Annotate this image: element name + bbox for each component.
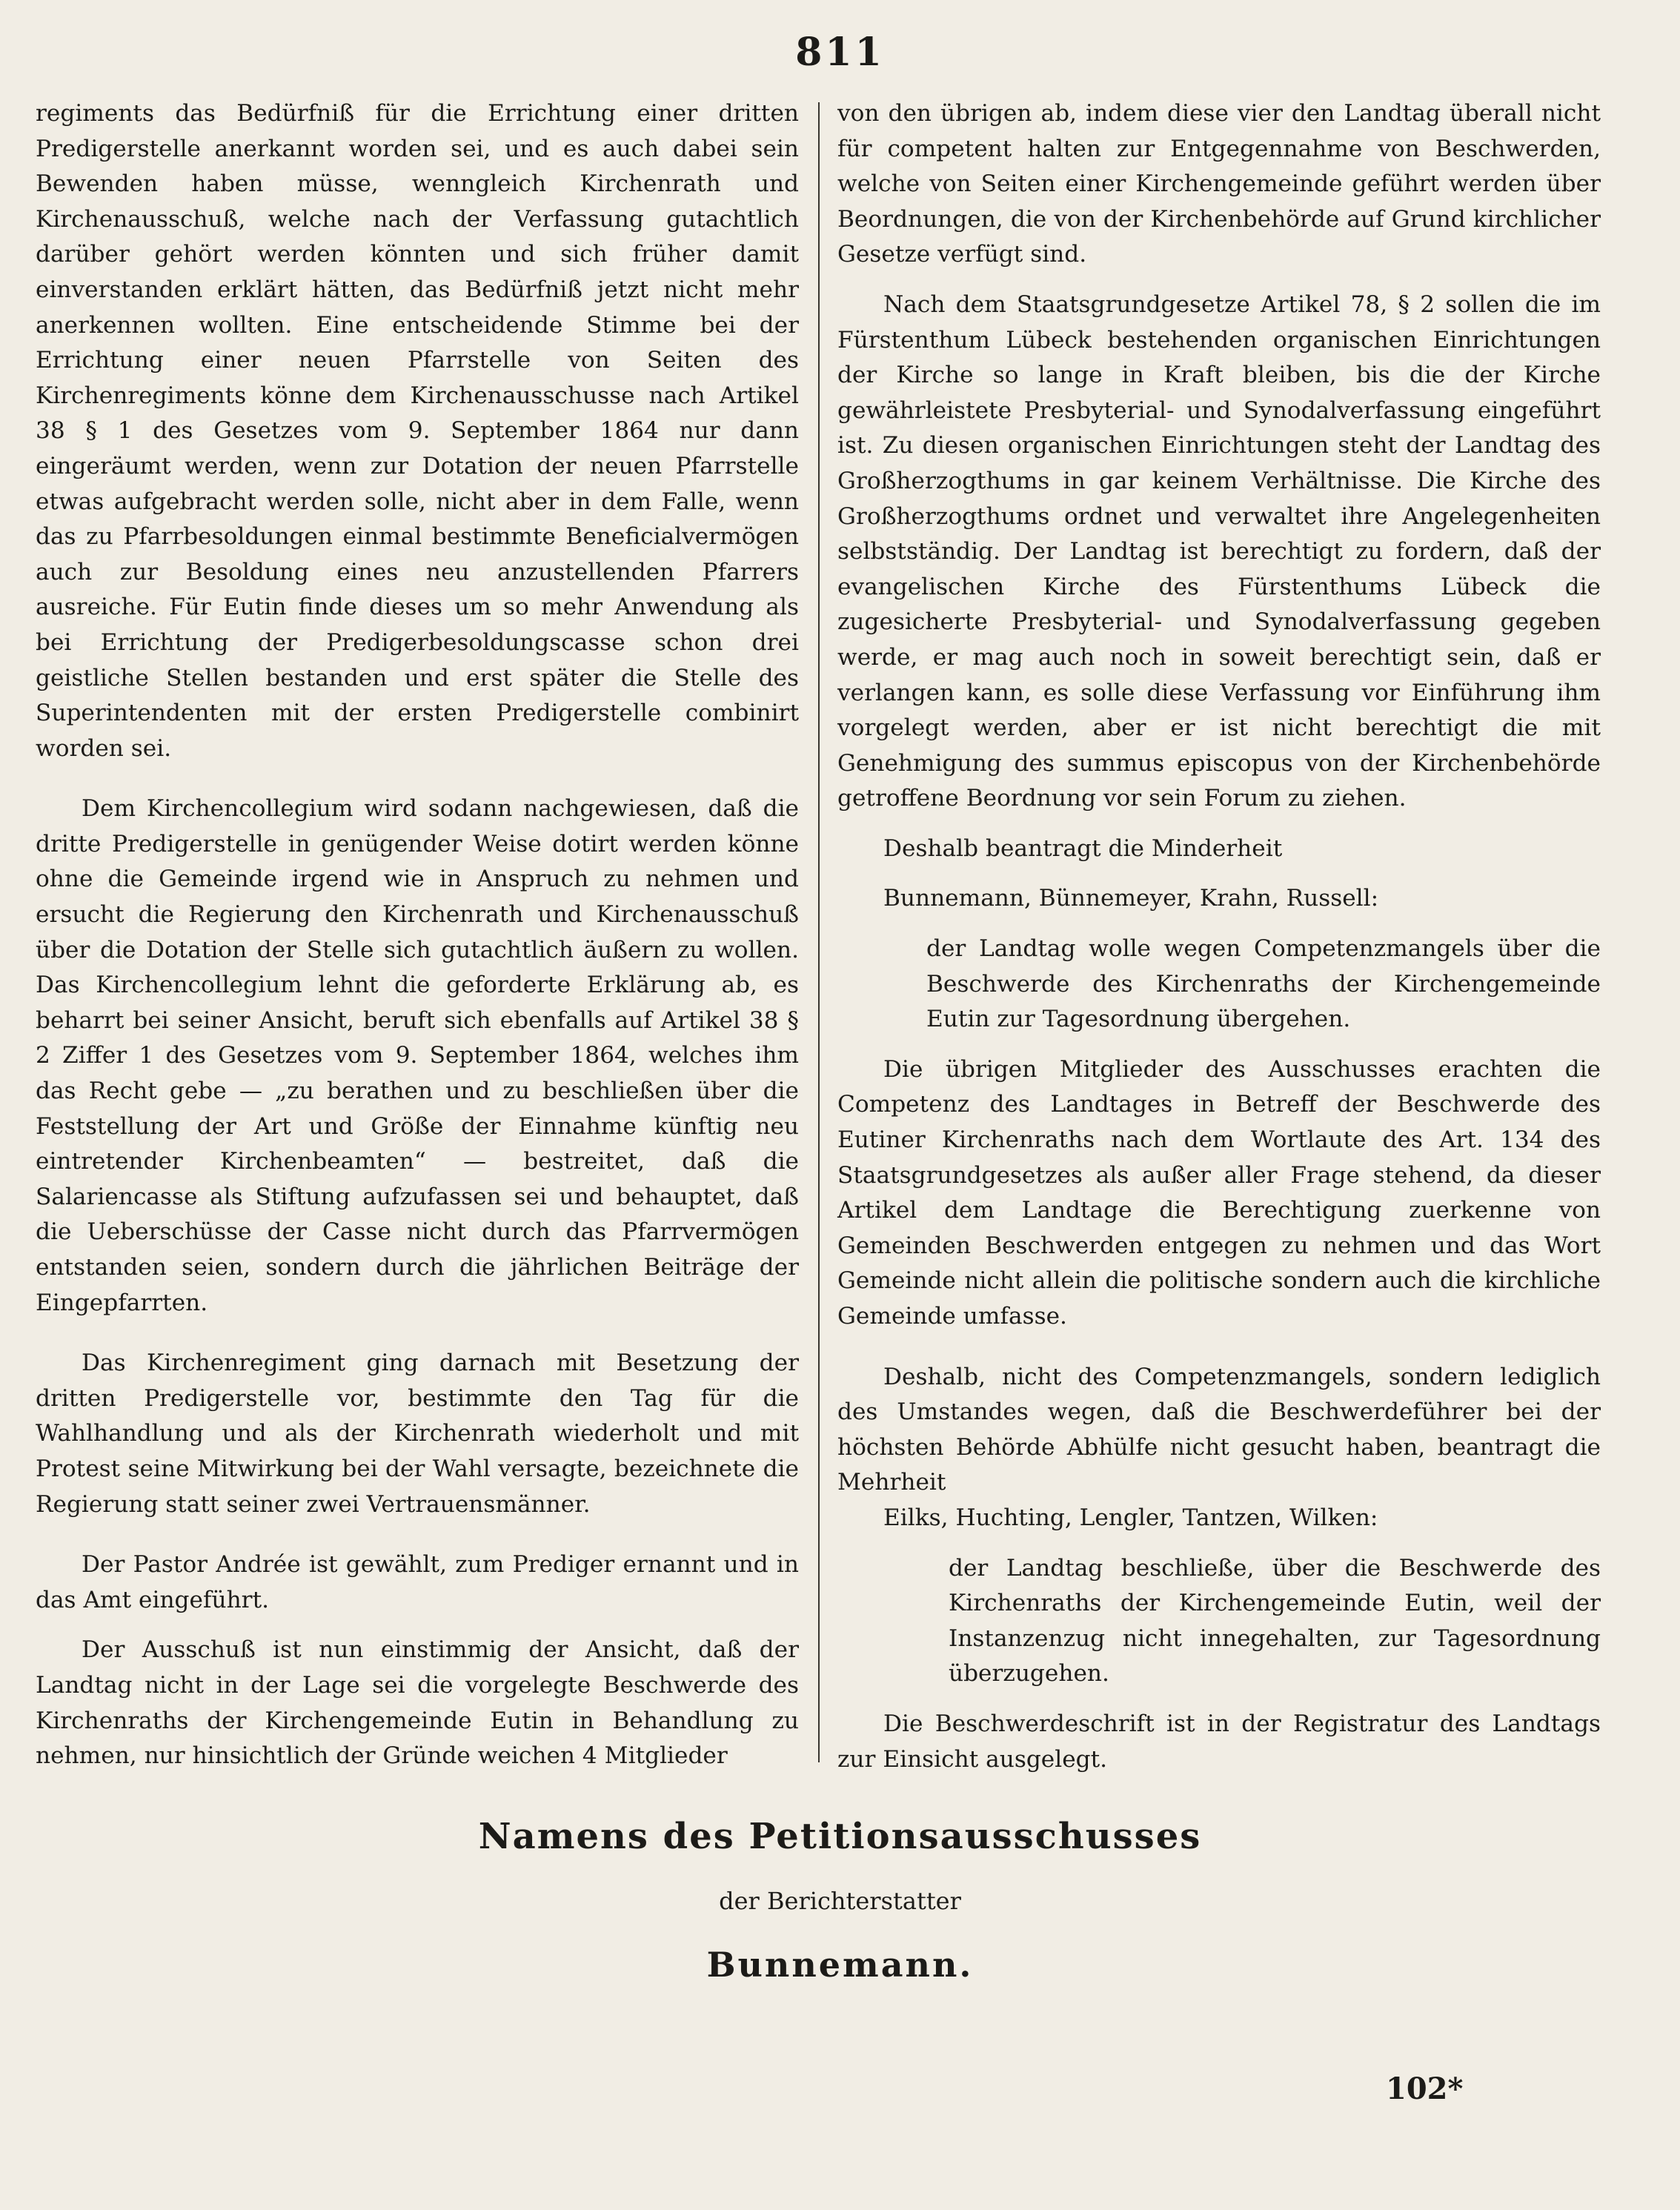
left-paragraph: Das Kirchenregiment ging darnach mit Besetzung der dritten Predigerstelle vor, bestimmte den Tag für die Wahlhandlung und als der Kirchenrath wiederholt und mit Protest seine Mitwirkung bei der Wahl versagte, bezeichnete die Regierung statt seiner zwei Vertrauensmänner. (36, 1350, 799, 1518)
right-paragraph: Nach dem Staatsgrundgesetze Artikel 78, § 2 sollen die im Fürstenthum Lübeck bestehenden organischen Einrichtungen der Kirche so lange in Kraft bleiben, bis die der Kirche gewährleistete Presbyterial- und Synodalverfassung eingeführt ist. Zu diesen organischen Einrichtungen steht der Landtag des Großherzogthums in gar keinem Verhältnisse. Die Kirche des Großherzogthums ordnet und verwaltet ihre Angelegenheiten selbstständig. Der Landtag ist berechtigt zu fordern, daß der evangelischen Kirche des Fürstenthums Lübeck die zugesicherte Presbyterial- und Synodalverfassung gegeben werde, er mag auch noch in soweit berechtigt sein, daß er verlangen kann, es solle diese Verfassung vor Einführung ihm vorgelegt werden, aber er ist nicht berechtigt die mit Genehmigung des summus episcopus von der Kirchenbehörde getroffene Beordnung vor sein Forum zu ziehen. (837, 291, 1601, 812)
left-paragraph: Dem Kirchencollegium wird sodann nachgewiesen, daß die dritte Predigerstelle in genügender Weise dotirt werden könne ohne die Gemeinde irgend wie in Anspruch zu nehmen und ersucht die Regierung den Kirchenrath und Kirchenausschuß über die Dotation der Stelle sich gutachtlich äußern zu wollen. Das Kirchencollegium lehnt die geforderte Erklärung ab, es beharrt bei seiner Ansicht, beruft sich ebenfalls auf Artikel 38 § 2 Ziffer 1 des Gesetzes vom 9. September 1864, welches ihm das Recht gebe — „zu berathen und zu beschließen über die Feststellung der Art und Größe der Einnahme künftig neu eintretender Kirchenbeamten“ — bestreitet, daß die Salariencasse als Stiftung aufzufassen sei und behauptet, daß die Ueberschüsse der Casse nicht durch das Pfarrvermögen entstanden seien, sondern durch die jährlichen Beiträge der Eingepfarrten. (36, 795, 799, 1316)
left-column (36, 96, 799, 1774)
majority-motion: der Landtag beschließe, über die Beschwerde des Kirchenraths der Kirchengemeinde Eutin, weil der Instanzenzug nicht innegehalten, zur Tagesordnung überzugehen. (949, 1554, 1601, 1688)
reporter-label: der Berichterstatter (719, 1887, 961, 1915)
right-paragraph: Die Beschwerdeschrift ist in der Registratur des Landtags zur Einsicht ausgelegt. (837, 1710, 1601, 1773)
reporter-name: Bunnemann. (706, 1945, 974, 1985)
text-columns (36, 96, 1610, 1779)
right-paragraph: Die übrigen Mitglieder des Ausschusses erachten die Competenz des Landtages in Betreff der Beschwerde des Eutiner Kirchenraths nach dem Wortlaute des Art. 134 des Staatsgrundgesetzes als außer aller Frage stehend, da dieser Artikel dem Landtage die Berechtigung zuerkenne von Gemeinden Beschwerden entgegen zu nehmen und das Wort Gemeinde nicht allein die politische sondern auch die kirchliche Gemeinde umfasse. (837, 1055, 1601, 1330)
committee-heading: Namens des Petitionsausschusses (478, 1816, 1202, 1857)
page-number: 811 (795, 30, 885, 75)
right-paragraph: Deshalb, nicht des Competenzmangels, sondern lediglich des Umstandes wegen, daß die Beschwerdeführer bei der höchsten Behörde Abhülfe nicht gesucht haben, beantragt die Mehrheit (837, 1363, 1601, 1496)
minority-intro: Deshalb beantragt die Minderheit (883, 834, 1283, 862)
minority-motion: der Landtag wolle wegen Competenzmangels über die Beschwerde des Kirchenraths der Kirchengemeinde Eutin zur Tagesordnung übergehen. (926, 935, 1601, 1033)
right-paragraph: von den übrigen ab, indem diese vier den Landtag überall nicht für competent halten zur Entgegennahme von Beschwerden, welche von Seiten einer Kirchengemeinde geführt werden über Beordnungen, die von der Kirchenbehörde auf Grund kirchlicher Gesetze verfügt sind. (837, 100, 1601, 268)
signature-block (0, 1816, 1680, 1985)
majority-members: Eilks, Huchting, Lengler, Tantzen, Wilken: (883, 1504, 1378, 1531)
left-paragraph: regiments das Bedürfniß für die Errichtung einer dritten Predigerstelle anerkannt worden sei, und es auch dabei sein Bewenden haben müsse, wenngleich Kirchenrath und Kirchenausschuß, welche nach der Verfassung gutachtlich darüber gehört werden könnten und sich früher damit einverstanden erklärt hätten, das Bedürfniß jetzt nicht mehr anerkennen wollten. Eine entscheidende Stimme bei der Errichtung einer neuen Pfarrstelle von Seiten des Kirchenregiments könne dem Kirchenausschusse nach Artikel 38 § 1 des Gesetzes vom 9. September 1864 nur dann eingeräumt werden, wenn zur Dotation der neuen Pfarrstelle etwas aufgebracht werden solle, nicht aber in dem Falle, wenn das zu Pfarrbesoldungen einmal bestimmte Beneficialvermögen auch zur Besoldung eines neu anzustellenden Pfarrers ausreiche. Für Eutin finde dieses um so mehr Anwendung als bei Errichtung der Predigerbesoldungscasse schon drei geistliche Stellen bestanden und erst später die Stelle des Superintendenten mit der ersten Predigerstelle combinirt worden sei. (36, 100, 799, 762)
minority-members: Bunnemann, Bünnemeyer, Krahn, Russell: (883, 885, 1379, 912)
left-paragraph: Der Ausschuß ist nun einstimmig der Ansicht, daß der Landtag nicht in der Lage sei die vorgelegte Beschwerde des Kirchenraths der Kirchengemeinde Eutin in Behandlung zu nehmen, nur hinsichtlich der Gründe weichen 4 Mitglieder (36, 1636, 799, 1770)
column-divider (818, 102, 820, 1762)
right-column (837, 96, 1601, 1777)
left-paragraph: Der Pastor Andrée ist gewählt, zum Prediger ernannt und in das Amt eingeführt. (36, 1551, 799, 1613)
sheet-number: 102* (1386, 2071, 1464, 2106)
